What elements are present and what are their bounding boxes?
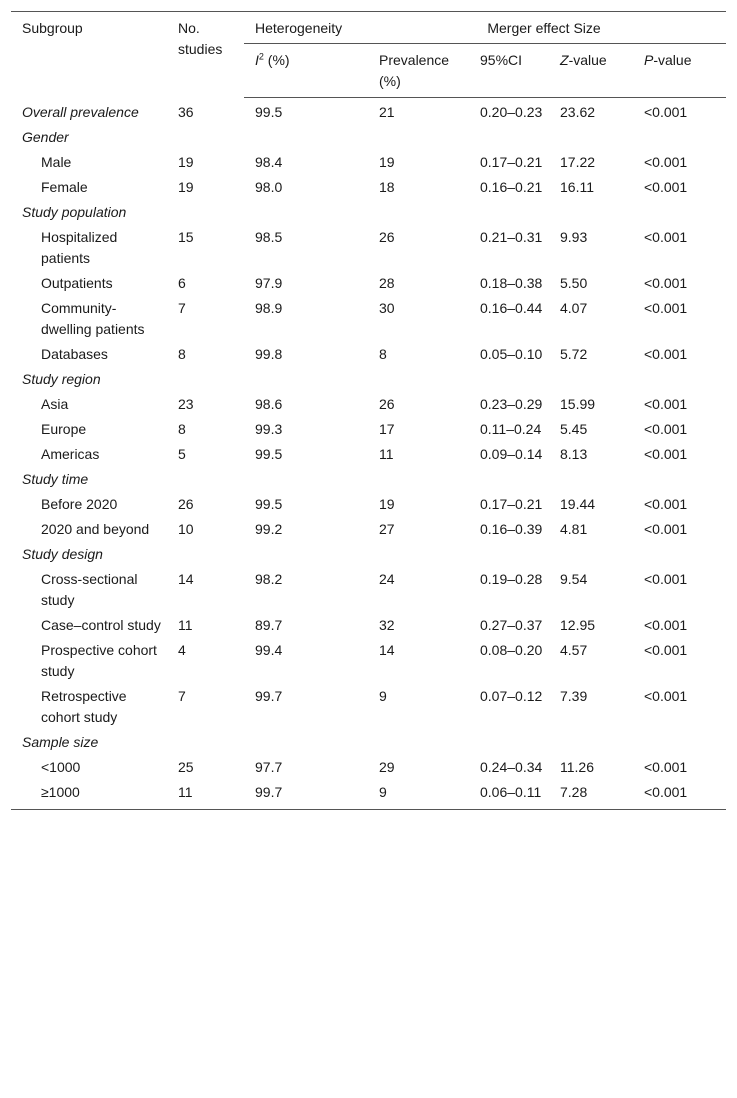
z-value-cell: 16.11 bbox=[560, 179, 594, 195]
studies-cell: 10 bbox=[178, 521, 194, 537]
subgroup-cell: Female bbox=[41, 179, 88, 195]
studies-cell: 19 bbox=[178, 154, 194, 170]
header-z-value: Z-value bbox=[549, 44, 633, 98]
p-value-cell: <0.001 bbox=[644, 421, 688, 437]
prevalence-cell: 19 bbox=[379, 496, 395, 512]
ci-cell: 0.27–0.37 bbox=[480, 617, 543, 633]
p-value-cell: <0.001 bbox=[644, 688, 688, 704]
table-row bbox=[11, 567, 726, 613]
subgroup-cell: Overall prevalence bbox=[22, 103, 139, 120]
subgroup-cell: Asia bbox=[41, 396, 69, 412]
table-row bbox=[11, 638, 726, 684]
i2-cell: 98.9 bbox=[255, 300, 283, 316]
subgroup-cell: Europe bbox=[41, 421, 87, 437]
i2-cell: 97.9 bbox=[255, 275, 283, 291]
z-value-cell: 19.44 bbox=[560, 496, 596, 512]
prevalence-cell: 32 bbox=[379, 617, 395, 633]
section-label: Study time bbox=[22, 471, 89, 487]
prevalence-cell: 21 bbox=[379, 104, 395, 120]
section-label: Gender bbox=[22, 129, 69, 145]
table-body bbox=[11, 98, 726, 810]
studies-cell: 36 bbox=[178, 103, 194, 120]
header-ci: 95%CI bbox=[469, 44, 549, 98]
prevalence-cell: 29 bbox=[379, 759, 395, 775]
table-row bbox=[11, 296, 726, 342]
ci-cell: 0.09–0.14 bbox=[480, 446, 543, 462]
studies-cell: 8 bbox=[178, 346, 186, 362]
prevalence-cell: 18 bbox=[379, 179, 395, 195]
ci-cell: 0.08–0.20 bbox=[480, 642, 543, 658]
i2-cell: 99.5 bbox=[255, 496, 283, 512]
prevalence-cell: 26 bbox=[379, 229, 395, 245]
i2-cell: 98.4 bbox=[255, 154, 283, 170]
i2-cell: 98.6 bbox=[255, 396, 283, 412]
prevalence-cell: 19 bbox=[379, 154, 395, 170]
table-row bbox=[11, 392, 726, 417]
header-subgroup: Subgroup bbox=[22, 20, 83, 36]
prevalence-cell: 8 bbox=[379, 346, 387, 362]
prevalence-cell: 27 bbox=[379, 521, 395, 537]
i2-cell: 98.5 bbox=[255, 229, 283, 245]
section-row bbox=[11, 200, 726, 225]
prevalence-cell: 11 bbox=[379, 446, 394, 462]
studies-cell: 6 bbox=[178, 275, 186, 291]
table-row bbox=[11, 271, 726, 296]
p-value-cell: <0.001 bbox=[644, 759, 688, 775]
z-value-cell: 5.50 bbox=[560, 275, 588, 291]
i2-cell: 99.7 bbox=[255, 688, 283, 704]
subgroup-meta-analysis-table bbox=[11, 11, 726, 810]
header-p-value: P-value bbox=[633, 44, 726, 98]
studies-cell: 25 bbox=[178, 759, 194, 775]
z-value-cell: 11.26 bbox=[560, 759, 594, 775]
studies-cell: 14 bbox=[178, 571, 194, 587]
subgroup-cell: 2020 and beyond bbox=[41, 521, 150, 537]
studies-cell: 8 bbox=[178, 421, 186, 437]
table-row bbox=[11, 780, 726, 810]
header-i2: $I^2$ (%) bbox=[244, 44, 368, 98]
table-header bbox=[11, 12, 726, 98]
header-prevalence: Prevalence (%) bbox=[368, 44, 469, 98]
z-value-cell: 8.13 bbox=[560, 446, 588, 462]
ci-cell: 0.16–0.39 bbox=[480, 521, 543, 537]
p-value-cell: <0.001 bbox=[644, 104, 688, 120]
p-value-cell: <0.001 bbox=[644, 346, 688, 362]
studies-cell: 11 bbox=[178, 784, 193, 800]
p-value-cell: <0.001 bbox=[644, 521, 688, 537]
ci-cell: 0.07–0.12 bbox=[480, 688, 543, 704]
table-row bbox=[11, 98, 726, 126]
subgroup-cell: Before 2020 bbox=[41, 496, 118, 512]
i2-cell: 98.2 bbox=[255, 571, 283, 587]
i2-cell: 99.2 bbox=[255, 521, 283, 537]
z-value-cell: 4.57 bbox=[560, 642, 588, 658]
header-row-1 bbox=[11, 12, 726, 44]
p-value-cell: <0.001 bbox=[644, 300, 688, 316]
ci-cell: 0.19–0.28 bbox=[480, 571, 543, 587]
prevalence-cell: 24 bbox=[379, 571, 395, 587]
table-row bbox=[11, 150, 726, 175]
table-row bbox=[11, 517, 726, 542]
ci-cell: 0.17–0.21 bbox=[480, 154, 543, 170]
z-value-cell: 9.54 bbox=[560, 571, 588, 587]
i2-cell: 99.5 bbox=[255, 446, 283, 462]
ci-cell: 0.21–0.31 bbox=[480, 229, 543, 245]
z-value-cell: 12.95 bbox=[560, 617, 596, 633]
subgroup-cell: ≥1000 bbox=[41, 784, 80, 800]
prevalence-cell: 30 bbox=[379, 300, 395, 316]
ci-cell: 0.20–0.23 bbox=[480, 104, 543, 120]
table-row bbox=[11, 225, 726, 271]
p-value-cell: <0.001 bbox=[644, 617, 688, 633]
p-value-cell: <0.001 bbox=[644, 446, 688, 462]
ci-cell: 0.18–0.38 bbox=[480, 275, 543, 291]
z-value-cell: 7.39 bbox=[560, 688, 588, 704]
p-value-cell: <0.001 bbox=[644, 571, 688, 587]
ci-cell: 0.05–0.10 bbox=[480, 346, 543, 362]
table-row bbox=[11, 755, 726, 780]
table-row bbox=[11, 442, 726, 467]
section-label: Sample size bbox=[22, 734, 99, 750]
i2-cell: 99.4 bbox=[255, 642, 283, 658]
i2-cell: 98.0 bbox=[255, 179, 283, 195]
header-heterogeneity: Heterogeneity bbox=[244, 12, 368, 44]
table-row bbox=[11, 684, 726, 730]
i2-cell: 99.8 bbox=[255, 346, 283, 362]
z-value-cell: 5.45 bbox=[560, 421, 588, 437]
section-row bbox=[11, 730, 726, 755]
studies-cell: 4 bbox=[178, 642, 186, 658]
z-value-cell: 17.22 bbox=[560, 154, 596, 170]
studies-cell: 19 bbox=[178, 179, 194, 195]
p-value-cell: <0.001 bbox=[644, 496, 688, 512]
z-value-cell: 5.72 bbox=[560, 346, 588, 362]
studies-cell: 7 bbox=[178, 300, 186, 316]
table-row bbox=[11, 492, 726, 517]
subgroup-cell: Outpatients bbox=[41, 275, 113, 291]
prevalence-cell: 9 bbox=[379, 688, 387, 704]
subgroup-cell: Case–control study bbox=[41, 617, 161, 633]
table-container bbox=[11, 11, 726, 810]
studies-cell: 7 bbox=[178, 688, 186, 704]
p-value-cell: <0.001 bbox=[644, 179, 688, 195]
i2-cell: 89.7 bbox=[255, 617, 283, 633]
table-row bbox=[11, 613, 726, 638]
i2-cell: 99.3 bbox=[255, 421, 283, 437]
ci-cell: 0.23–0.29 bbox=[480, 396, 543, 412]
subgroup-cell: Databases bbox=[41, 346, 108, 362]
p-value-cell: <0.001 bbox=[644, 229, 688, 245]
studies-cell: 11 bbox=[178, 617, 193, 633]
p-value-cell: <0.001 bbox=[644, 154, 688, 170]
subgroup-cell: Retrospective cohort study bbox=[41, 688, 127, 725]
subgroup-cell: Cross-sectional study bbox=[41, 571, 138, 608]
subgroup-cell: Male bbox=[41, 154, 72, 170]
p-value-cell: <0.001 bbox=[644, 396, 688, 412]
prevalence-cell: 17 bbox=[379, 421, 395, 437]
ci-cell: 0.06–0.11 bbox=[480, 784, 542, 800]
table-row bbox=[11, 175, 726, 200]
ci-cell: 0.11–0.24 bbox=[480, 421, 542, 437]
subgroup-cell: Americas bbox=[41, 446, 100, 462]
i2-cell: 99.7 bbox=[255, 784, 283, 800]
ci-cell: 0.16–0.44 bbox=[480, 300, 543, 316]
z-value-cell: 4.07 bbox=[560, 300, 588, 316]
studies-cell: 15 bbox=[178, 229, 194, 245]
prevalence-cell: 14 bbox=[379, 642, 395, 658]
subgroup-cell: Prospective cohort study bbox=[41, 642, 157, 679]
prevalence-cell: 9 bbox=[379, 784, 387, 800]
prevalence-cell: 26 bbox=[379, 396, 395, 412]
studies-cell: 23 bbox=[178, 396, 194, 412]
subgroup-cell: Hospitalized patients bbox=[41, 229, 118, 266]
z-value-cell: 4.81 bbox=[560, 521, 588, 537]
section-label: Study region bbox=[22, 371, 101, 387]
p-value-cell: <0.001 bbox=[644, 275, 688, 291]
table-row bbox=[11, 417, 726, 442]
studies-cell: 5 bbox=[178, 446, 186, 462]
header-no-studies: No. studies bbox=[178, 20, 223, 57]
i2-cell: 99.5 bbox=[255, 104, 283, 120]
p-value-cell: <0.001 bbox=[644, 642, 688, 658]
p-value-cell: <0.001 bbox=[644, 784, 688, 800]
ci-cell: 0.24–0.34 bbox=[480, 759, 543, 775]
z-value-cell: 23.62 bbox=[560, 104, 596, 120]
section-row bbox=[11, 467, 726, 492]
z-value-cell: 9.93 bbox=[560, 229, 588, 245]
section-label: Study population bbox=[22, 204, 127, 220]
section-label: Study design bbox=[22, 546, 103, 562]
z-value-cell: 15.99 bbox=[560, 396, 596, 412]
section-row bbox=[11, 125, 726, 150]
ci-cell: 0.16–0.21 bbox=[480, 179, 543, 195]
prevalence-cell: 28 bbox=[379, 275, 395, 291]
z-value-cell: 7.28 bbox=[560, 784, 588, 800]
header-merger-effect-size: Merger effect Size bbox=[368, 12, 726, 44]
subgroup-cell: <1000 bbox=[41, 759, 81, 775]
section-row bbox=[11, 542, 726, 567]
section-row bbox=[11, 367, 726, 392]
table-row bbox=[11, 342, 726, 367]
ci-cell: 0.17–0.21 bbox=[480, 496, 543, 512]
subgroup-cell: Community-dwelling patients bbox=[41, 300, 145, 337]
i2-cell: 97.7 bbox=[255, 759, 283, 775]
studies-cell: 26 bbox=[178, 496, 194, 512]
